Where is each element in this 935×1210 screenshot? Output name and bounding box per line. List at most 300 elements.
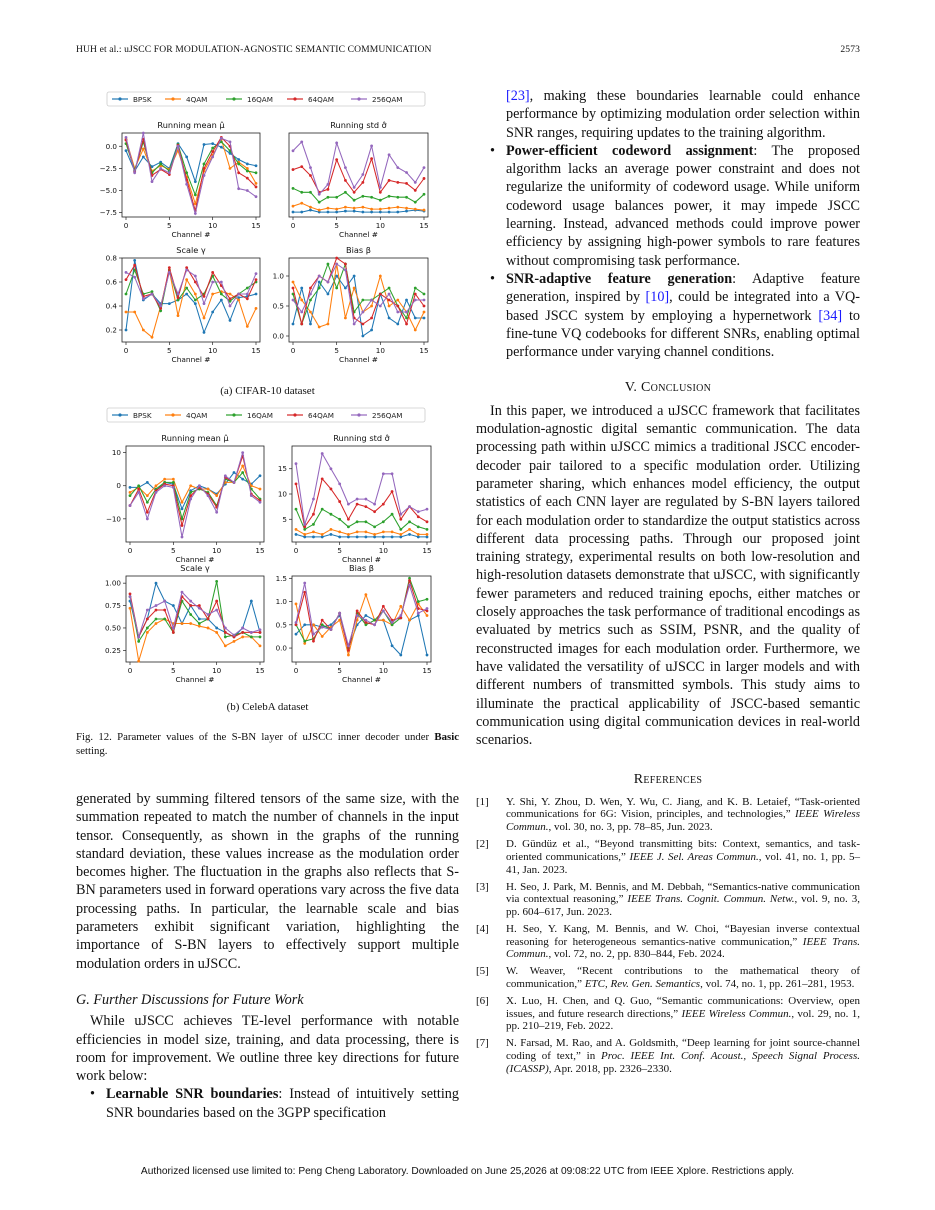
data-point xyxy=(370,208,373,211)
data-point xyxy=(338,536,341,539)
data-point xyxy=(417,600,420,603)
data-point xyxy=(220,281,223,284)
data-point xyxy=(198,484,201,487)
data-point xyxy=(194,212,197,215)
data-point xyxy=(185,266,188,269)
data-point xyxy=(125,311,128,314)
data-point xyxy=(364,498,367,501)
future-work-list-cont xyxy=(476,87,860,361)
reference-item: [3] H. Seo, J. Park, M. Bennis, and M. Debbah, “Semantics-native communication via contextual reasoning,” IEEE Trans. Cognit. Commun. Netw., vol. 9, no. 3, pp. 604–617, Jun. 2023. xyxy=(476,880,860,918)
data-point xyxy=(229,293,232,296)
data-point xyxy=(303,623,306,626)
data-point xyxy=(168,271,171,274)
data-point xyxy=(292,149,295,152)
data-point xyxy=(151,290,154,293)
data-point xyxy=(295,602,298,605)
data-point xyxy=(259,474,262,477)
data-point xyxy=(321,508,324,511)
data-point xyxy=(295,633,298,636)
data-point xyxy=(177,293,180,296)
reference-item: [7] N. Farsad, M. Rao, and A. Goldsmith, “Deep learning for joint source-channel coding of text,” in Proc. IEEE Int. Conf. Acoust., Speech Signal Process. (ICASSP), Apr. 2018, pp. 2326–2330. xyxy=(476,1037,860,1075)
data-point xyxy=(405,323,408,326)
data-point xyxy=(399,605,402,608)
data-point xyxy=(125,278,128,281)
data-point xyxy=(142,132,145,135)
data-point xyxy=(335,263,338,266)
data-point xyxy=(181,507,184,510)
x-tick-label: 10 xyxy=(375,346,385,355)
data-point xyxy=(382,609,385,612)
data-point xyxy=(408,520,411,523)
data-point xyxy=(417,612,420,615)
data-point xyxy=(405,299,408,302)
data-point xyxy=(396,311,399,314)
data-point xyxy=(194,302,197,305)
data-point xyxy=(379,293,382,296)
data-point xyxy=(241,451,244,454)
data-point xyxy=(364,505,367,508)
data-point xyxy=(312,513,315,516)
data-point xyxy=(129,607,132,610)
data-point xyxy=(207,488,210,491)
data-point xyxy=(172,604,175,607)
data-point xyxy=(353,323,356,326)
data-point xyxy=(414,201,417,204)
data-point xyxy=(356,609,359,612)
x-tick-label: 0 xyxy=(127,546,133,555)
data-point xyxy=(414,317,417,320)
x-tick-label: 0 xyxy=(290,221,296,230)
data-point xyxy=(129,486,132,489)
data-point xyxy=(133,259,136,262)
data-point xyxy=(344,191,347,194)
x-tick-label: 5 xyxy=(337,546,342,555)
data-point xyxy=(185,183,188,186)
data-point xyxy=(211,155,214,158)
chart-panel xyxy=(106,245,261,364)
data-point xyxy=(388,179,391,182)
data-point xyxy=(370,157,373,160)
data-point xyxy=(146,517,149,520)
data-point xyxy=(405,196,408,199)
data-point xyxy=(414,293,417,296)
data-point xyxy=(373,619,376,622)
data-point xyxy=(414,329,417,332)
y-tick-label: 15 xyxy=(277,464,287,474)
data-point xyxy=(300,311,303,314)
data-point xyxy=(309,311,312,314)
data-point xyxy=(327,188,330,191)
data-point xyxy=(303,536,306,539)
data-point xyxy=(203,302,206,305)
svg-text:256QAM: 256QAM xyxy=(372,411,403,420)
x-axis-label: Channel # xyxy=(171,230,211,239)
data-point xyxy=(382,472,385,475)
y-tick-label: 1.5 xyxy=(275,573,287,583)
data-point xyxy=(211,293,214,296)
data-point xyxy=(388,211,391,214)
data-point xyxy=(327,183,330,186)
data-point xyxy=(189,622,192,625)
data-point xyxy=(177,145,180,148)
data-point xyxy=(327,207,330,210)
data-point xyxy=(327,263,330,266)
chart-title: Bias β xyxy=(348,563,375,573)
data-point xyxy=(361,173,364,176)
data-point xyxy=(246,189,249,192)
data-point xyxy=(211,311,214,314)
data-point xyxy=(373,503,376,506)
data-point xyxy=(353,207,356,210)
data-point xyxy=(321,477,324,480)
data-point xyxy=(370,305,373,308)
citation-link[interactable]: [34] xyxy=(818,307,843,324)
data-point xyxy=(246,170,249,173)
data-point xyxy=(330,628,333,631)
data-point xyxy=(168,266,171,269)
data-point xyxy=(215,600,218,603)
header-title: HUH et al.: uJSCC FOR MODULATION-AGNOSTIC SEMANTIC COMMUNICATION xyxy=(76,44,432,55)
data-point xyxy=(408,619,411,622)
data-point xyxy=(255,164,258,167)
data-point xyxy=(426,533,429,536)
x-tick-label: 0 xyxy=(290,346,296,355)
data-point xyxy=(364,619,367,622)
data-point xyxy=(327,293,330,296)
data-point xyxy=(361,195,364,198)
data-point xyxy=(303,525,306,528)
data-point xyxy=(382,536,385,539)
data-point xyxy=(172,478,175,481)
data-point xyxy=(241,627,244,630)
data-point xyxy=(237,158,240,161)
data-point xyxy=(408,579,411,582)
data-point xyxy=(203,143,206,146)
data-point xyxy=(203,167,206,170)
reference-number: [7] xyxy=(476,1037,489,1050)
data-point xyxy=(335,158,338,161)
data-point xyxy=(388,305,391,308)
data-point xyxy=(292,211,295,214)
body-paragraph: generated by summing filtered tensors of the same size, with the summation repeated to match the number of channels in the input tensor. Consequently, as shown in the graphs of the running standard deviation, these values increase as the modulation order becomes higher. The fluctuation in the graphs also reflects that S-BN parameters used in forward operations vary across the five data processing paths. In particular, the learnable scale and bias parameters exhibit significant variation, highlighting the importance of S-BN layers to effectively support multiple modulation orders in uJSCC. xyxy=(76,791,459,972)
data-point xyxy=(423,166,426,169)
data-point xyxy=(382,503,385,506)
data-point xyxy=(137,484,140,487)
data-point xyxy=(388,207,391,210)
data-point xyxy=(423,299,426,302)
reference-item: [1] Y. Shi, Y. Zhou, D. Wen, Y. Wu, C. Jiang, and K. B. Letaief, “Task-oriented communications for 6G: Vision, principles, and technologies,” IEEE Wireless Commun., vol. 30, no. 3, pp. 78–85, Jun. 2023. xyxy=(476,795,860,834)
data-point xyxy=(318,193,321,196)
data-point xyxy=(426,528,429,531)
data-point xyxy=(356,503,359,506)
data-point xyxy=(414,287,417,290)
x-tick-label: 15 xyxy=(419,346,429,355)
data-point xyxy=(391,621,394,624)
data-point xyxy=(309,191,312,194)
data-point xyxy=(215,580,218,583)
data-point xyxy=(151,336,154,339)
y-tick-label: 5 xyxy=(282,514,287,524)
data-point xyxy=(137,636,140,639)
data-point xyxy=(155,491,158,494)
data-point xyxy=(321,536,324,539)
data-point xyxy=(426,654,429,657)
data-point xyxy=(364,593,367,596)
y-tick-label: −2.5 xyxy=(99,163,117,173)
data-point xyxy=(133,264,136,267)
data-point xyxy=(224,631,227,634)
data-point xyxy=(312,530,315,533)
chart-title: Running mean μ̂ xyxy=(161,433,229,443)
data-point xyxy=(361,323,364,326)
data-point xyxy=(237,171,240,174)
data-point xyxy=(353,191,356,194)
data-point xyxy=(163,484,166,487)
references-heading: References xyxy=(633,772,703,788)
data-point xyxy=(155,484,158,487)
data-point xyxy=(189,604,192,607)
data-point xyxy=(408,505,411,508)
data-point xyxy=(198,604,201,607)
data-point xyxy=(146,511,149,514)
y-tick-label: 0.50 xyxy=(104,623,121,633)
data-point xyxy=(137,640,140,643)
data-point xyxy=(356,520,359,523)
data-point xyxy=(370,211,373,214)
data-point xyxy=(391,472,394,475)
data-point xyxy=(361,335,364,338)
data-point xyxy=(203,331,206,334)
data-point xyxy=(338,500,341,503)
data-point xyxy=(292,205,295,208)
data-point xyxy=(146,501,149,504)
data-point xyxy=(207,613,210,616)
data-point xyxy=(181,622,184,625)
data-point xyxy=(312,640,315,643)
data-point xyxy=(295,621,298,624)
x-tick-label: 5 xyxy=(334,221,339,230)
data-point xyxy=(327,281,330,284)
data-point xyxy=(426,520,429,523)
x-axis-label: Channel # xyxy=(175,555,215,564)
data-point xyxy=(353,210,356,213)
chart-title: Running std σ̂ xyxy=(333,433,390,443)
data-point xyxy=(203,174,206,177)
data-point xyxy=(246,293,249,296)
data-point xyxy=(237,299,240,302)
y-tick-label: 0.4 xyxy=(105,301,117,311)
data-point xyxy=(163,618,166,621)
data-point xyxy=(185,269,188,272)
data-point xyxy=(146,618,149,621)
data-point xyxy=(408,584,411,587)
svg-text:BPSK: BPSK xyxy=(133,95,152,104)
x-tick-label: 5 xyxy=(337,666,342,675)
data-point xyxy=(356,614,359,617)
data-point xyxy=(220,299,223,302)
list-item: • Power-efficient codeword assignment: The proposed algorithm lacks an average power constraint and does not regularize the uniformity of codeword usage. While uniform codeword usage balances power, it may impede JSCC learning. Instead, advanced methods could improve power efficiency by assigning high-power symbols to rare features without compromising task performance. xyxy=(506,142,860,270)
data-point xyxy=(423,305,426,308)
data-point xyxy=(347,536,350,539)
data-point xyxy=(151,293,154,296)
body-paragraph: While uJSCC achieves TE-level performance with notable efficiencies in model size, training, and data processing, there is room for improvement. We outline three key directions for future work below: xyxy=(76,1013,459,1085)
y-tick-label: 0.0 xyxy=(275,643,287,653)
x-tick-label: 10 xyxy=(208,346,218,355)
data-point xyxy=(396,323,399,326)
data-point xyxy=(399,528,402,531)
data-point xyxy=(229,297,232,300)
reference-number: [1] xyxy=(476,795,489,808)
data-point xyxy=(189,613,192,616)
data-point xyxy=(159,309,162,312)
citation-link[interactable]: [10] xyxy=(645,289,670,306)
data-point xyxy=(382,520,385,523)
data-point xyxy=(408,528,411,531)
data-point xyxy=(347,649,350,652)
data-point xyxy=(155,582,158,585)
data-point xyxy=(388,293,391,296)
data-point xyxy=(356,530,359,533)
data-point xyxy=(303,523,306,526)
y-tick-label: −7.5 xyxy=(99,208,117,218)
y-tick-label: −5.0 xyxy=(99,185,117,195)
data-point xyxy=(237,296,240,299)
right-column-body xyxy=(476,87,860,1080)
data-point xyxy=(399,654,402,657)
data-point xyxy=(364,520,367,523)
data-point xyxy=(388,299,391,302)
data-point xyxy=(396,211,399,214)
data-point xyxy=(330,533,333,536)
data-point xyxy=(259,628,262,631)
data-point xyxy=(300,165,303,168)
data-point xyxy=(295,482,298,485)
data-point xyxy=(211,142,214,145)
data-point xyxy=(189,484,192,487)
data-point xyxy=(335,287,338,290)
data-point xyxy=(224,474,227,477)
data-point xyxy=(344,317,347,320)
data-point xyxy=(318,287,321,290)
data-point xyxy=(129,595,132,598)
data-point xyxy=(391,644,394,647)
data-point xyxy=(303,533,306,536)
footer-license: Authorized licensed use limited to: Peng Cheng Laboratory. Downloaded on June 25,2026 at 09:08:22 UTC from IEEE Xplore. Restrictions apply. xyxy=(140,1166,795,1177)
chart-title: Scale γ xyxy=(176,245,206,255)
data-point xyxy=(388,195,391,198)
data-point xyxy=(168,171,171,174)
data-point xyxy=(335,141,338,144)
data-point xyxy=(370,299,373,302)
data-point xyxy=(246,167,249,170)
x-axis-label: Channel # xyxy=(171,355,211,364)
y-tick-label: 10 xyxy=(277,489,287,499)
data-point xyxy=(426,536,429,539)
x-tick-label: 15 xyxy=(251,346,261,355)
data-point xyxy=(373,533,376,536)
data-point xyxy=(309,299,312,302)
data-point xyxy=(382,619,385,622)
data-point xyxy=(295,533,298,536)
data-point xyxy=(335,257,338,260)
data-point xyxy=(185,155,188,158)
data-point xyxy=(241,478,244,481)
data-point xyxy=(203,163,206,166)
data-point xyxy=(338,482,341,485)
x-tick-label: 0 xyxy=(293,666,299,675)
data-point xyxy=(321,619,324,622)
citation-link[interactable]: [23] xyxy=(506,88,530,104)
data-point xyxy=(414,208,417,211)
data-point xyxy=(163,609,166,612)
legend xyxy=(107,92,425,106)
data-point xyxy=(391,536,394,539)
data-point xyxy=(382,605,385,608)
x-tick-label: 15 xyxy=(419,221,429,230)
data-point xyxy=(417,510,420,513)
data-point xyxy=(155,604,158,607)
data-point xyxy=(155,622,158,625)
data-point xyxy=(125,271,128,274)
data-point xyxy=(344,263,347,266)
data-point xyxy=(229,140,232,143)
data-point xyxy=(423,209,426,212)
data-point xyxy=(379,211,382,214)
data-point xyxy=(330,467,333,470)
data-point xyxy=(426,614,429,617)
data-point xyxy=(207,627,210,630)
data-point xyxy=(177,314,180,317)
data-point xyxy=(417,536,420,539)
data-point xyxy=(215,631,218,634)
data-point xyxy=(172,631,175,634)
data-point xyxy=(361,211,364,214)
x-tick-label: 10 xyxy=(375,221,385,230)
data-point xyxy=(146,494,149,497)
data-point xyxy=(423,177,426,180)
data-point xyxy=(417,533,420,536)
section-heading: V. Conclusion xyxy=(624,380,712,396)
data-point xyxy=(137,488,140,491)
legend xyxy=(107,408,425,422)
reference-number: [4] xyxy=(476,922,489,935)
data-point xyxy=(129,593,132,596)
data-point xyxy=(255,171,258,174)
data-point xyxy=(361,299,364,302)
x-tick-label: 5 xyxy=(167,346,172,355)
y-tick-label: 0.2 xyxy=(105,325,117,335)
data-point xyxy=(220,293,223,296)
x-tick-label: 0 xyxy=(293,546,299,555)
data-point xyxy=(246,297,249,300)
data-point xyxy=(142,329,145,332)
data-point xyxy=(388,287,391,290)
y-tick-label: 1.0 xyxy=(275,597,287,607)
data-point xyxy=(309,293,312,296)
x-tick-label: 0 xyxy=(123,221,129,230)
data-point xyxy=(353,186,356,189)
data-point xyxy=(185,293,188,296)
data-point xyxy=(405,311,408,314)
data-point xyxy=(391,490,394,493)
data-point xyxy=(233,481,236,484)
data-point xyxy=(241,464,244,467)
svg-text:BPSK: BPSK xyxy=(133,411,152,420)
data-point xyxy=(426,607,429,610)
x-tick-label: 5 xyxy=(171,546,176,555)
svg-text:64QAM: 64QAM xyxy=(308,411,334,420)
data-point xyxy=(379,275,382,278)
